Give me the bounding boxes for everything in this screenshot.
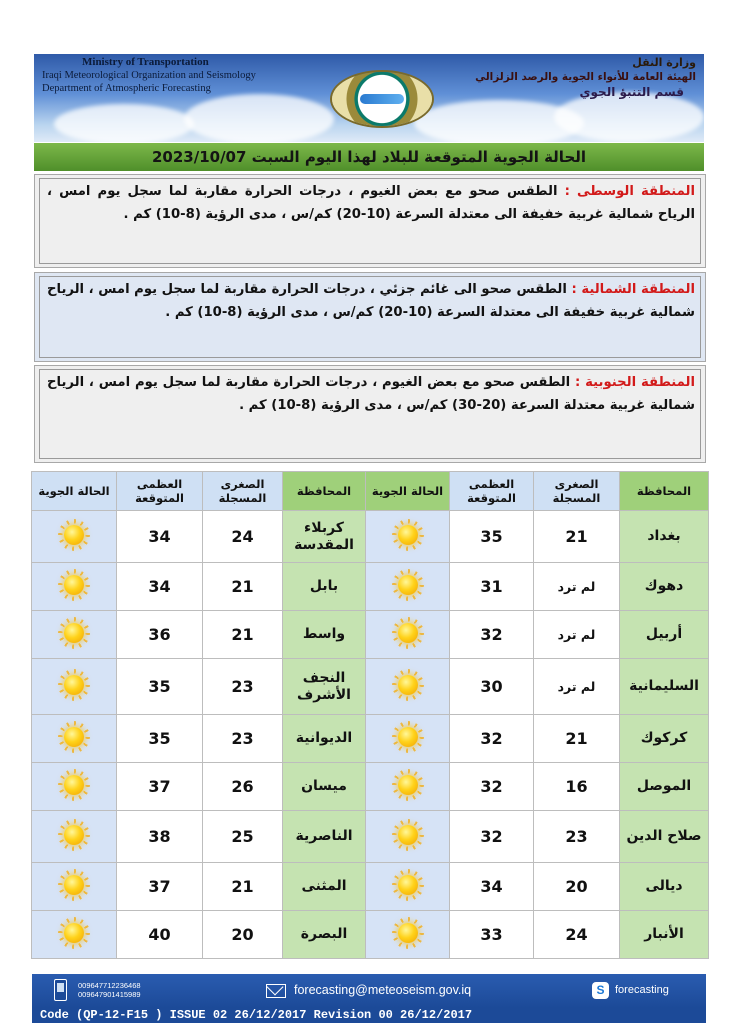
table-header-row <box>32 472 709 511</box>
weather-cell-left-group <box>366 659 450 715</box>
sun-icon <box>58 620 90 646</box>
weather-cell-left-group <box>366 563 450 611</box>
sun-icon <box>58 572 90 598</box>
mail-icon <box>266 984 286 998</box>
max-temp-cell: 36 <box>117 611 203 659</box>
weather-cell-left-group <box>366 811 450 863</box>
table-row <box>32 863 709 911</box>
governorate-cell: ديالى <box>620 863 709 911</box>
en-line-department: Department of Atmospheric Forecasting <box>42 83 211 94</box>
max-temp-cell: 40 <box>117 911 203 959</box>
min-temp-cell: 21 <box>203 863 283 911</box>
header-max: العظمى المتوقعة <box>450 472 534 511</box>
max-temp-cell: 31 <box>450 563 534 611</box>
min-temp-cell: 21 <box>203 563 283 611</box>
min-temp-cell: 21 <box>534 715 620 763</box>
en-line-ministry: Ministry of Transportation <box>82 56 209 68</box>
min-temp-cell: 21 <box>203 611 283 659</box>
max-temp-cell: 32 <box>450 715 534 763</box>
weather-cell-left-group <box>366 763 450 811</box>
governorate-cell: السليمانية <box>620 659 709 715</box>
min-temp-cell: 25 <box>203 811 283 863</box>
sun-icon <box>58 724 90 750</box>
governorate-cell: كربلاء المقدسة <box>283 511 366 563</box>
min-temp-cell: 21 <box>534 511 620 563</box>
table-row <box>32 911 709 959</box>
min-temp-cell: لم ترد <box>534 659 620 715</box>
sun-icon <box>392 620 424 646</box>
table-row <box>32 763 709 811</box>
weather-cell-right-group <box>32 863 117 911</box>
governorate-cell: المثنى <box>283 863 366 911</box>
phone-number: 009647901415989 <box>78 990 141 999</box>
min-temp-cell: لم ترد <box>534 611 620 659</box>
min-temp-cell: 24 <box>203 511 283 563</box>
governorate-cell: أربيل <box>620 611 709 659</box>
weather-cell-right-group <box>32 611 117 659</box>
region-label: المنطقة الوسطى : <box>564 184 695 199</box>
region-north-text <box>47 278 695 324</box>
header-max: العظمى المتوقعة <box>117 472 203 511</box>
governorate-cell: واسط <box>283 611 366 659</box>
weather-cell-right-group <box>32 911 117 959</box>
sun-icon <box>392 522 424 548</box>
region-central <box>34 174 706 268</box>
region-south-text <box>47 371 695 417</box>
governorate-cell: بابل <box>283 563 366 611</box>
max-temp-cell: 33 <box>450 911 534 959</box>
max-temp-cell: 34 <box>117 511 203 563</box>
email-link[interactable]: forecasting@meteoseism.gov.iq <box>294 983 472 997</box>
governorate-cell: صلاح الدين <box>620 811 709 863</box>
max-temp-cell: 35 <box>117 659 203 715</box>
phone-icon <box>54 979 67 1001</box>
weather-cell-right-group <box>32 811 117 863</box>
sun-icon <box>392 572 424 598</box>
max-temp-cell: 32 <box>450 811 534 863</box>
table-row <box>32 563 709 611</box>
max-temp-cell: 34 <box>117 563 203 611</box>
ar-line-department: قسم التنبؤ الجوي <box>579 85 684 99</box>
header-weather: الحالة الجوية <box>366 472 450 511</box>
header-governorate: المحافظة <box>283 472 366 511</box>
sun-icon <box>392 872 424 898</box>
max-temp-cell: 38 <box>117 811 203 863</box>
sun-icon <box>58 672 90 698</box>
sun-icon <box>392 822 424 848</box>
min-temp-cell: 23 <box>203 659 283 715</box>
sun-icon <box>392 772 424 798</box>
min-temp-cell: 26 <box>203 763 283 811</box>
phone-numbers <box>78 981 141 999</box>
max-temp-cell: 34 <box>450 863 534 911</box>
region-south <box>34 365 706 463</box>
title-bar <box>34 143 704 171</box>
max-temp-cell: 37 <box>117 763 203 811</box>
header-min: الصغرى المسجلة <box>534 472 620 511</box>
sun-icon <box>58 772 90 798</box>
weather-cell-right-group <box>32 763 117 811</box>
ar-line-organization: الهيئة العامة للأنواء الجوية والرصد الزلزالي <box>475 71 696 83</box>
governorate-cell: كركوك <box>620 715 709 763</box>
governorate-cell: بغداد <box>620 511 709 563</box>
phone-number: 009647712236468 <box>78 981 141 990</box>
weather-cell-right-group <box>32 659 117 715</box>
table-row <box>32 611 709 659</box>
region-north <box>34 272 706 362</box>
governorate-cell: البصرة <box>283 911 366 959</box>
table-row <box>32 715 709 763</box>
skype-handle: forecasting <box>615 984 669 996</box>
table-row <box>32 511 709 563</box>
region-label: المنطقة الجنوبية : <box>575 375 695 390</box>
governorate-cell: الموصل <box>620 763 709 811</box>
table-row <box>32 811 709 863</box>
weather-cell-right-group <box>32 511 117 563</box>
header-banner <box>34 54 704 142</box>
sun-icon <box>58 872 90 898</box>
sun-icon <box>58 822 90 848</box>
max-temp-cell: 37 <box>117 863 203 911</box>
min-temp-cell: 16 <box>534 763 620 811</box>
region-description: الطقس صحو مع بعض الغيوم ، درجات الحرارة مقاربة لما سجل يوم امس ، الرياح شمالية غربية خفيفة الى معتدلة السرعة (10-20) كم/س ، مدى الرؤية (8-10) كم . <box>47 184 695 222</box>
ar-line-ministry: وزارة النقل <box>632 56 696 69</box>
min-temp-cell: 20 <box>534 863 620 911</box>
forecast-table <box>31 471 709 959</box>
weather-cell-right-group <box>32 715 117 763</box>
sun-icon <box>392 672 424 698</box>
min-temp-cell: 23 <box>534 811 620 863</box>
weather-cell-left-group <box>366 911 450 959</box>
weather-cell-left-group <box>366 863 450 911</box>
max-temp-cell: 32 <box>450 763 534 811</box>
ministry-name-ar <box>466 56 696 100</box>
region-central-text <box>47 180 695 226</box>
skype-icon: S <box>592 982 609 999</box>
governorate-cell: ميسان <box>283 763 366 811</box>
min-temp-cell: 24 <box>534 911 620 959</box>
min-temp-cell: لم ترد <box>534 563 620 611</box>
sun-icon <box>392 724 424 750</box>
max-temp-cell: 35 <box>450 511 534 563</box>
region-description: الطقس صحو الى غائم جزئي ، درجات الحرارة مقاربة لما سجل يوم امس ، الرياح شمالية غربية خفيفة الى معتدلة السرعة (10-20) كم/س ، مدى الرؤية (8-10) كم . <box>46 282 695 320</box>
weather-cell-left-group <box>366 715 450 763</box>
weather-cell-right-group <box>32 563 117 611</box>
sun-icon <box>392 920 424 946</box>
ministry-name-en <box>42 56 292 95</box>
page-title: الحالة الجوية المتوقعة للبلاد لهذا اليوم السبت 2023/10/07 <box>151 148 587 166</box>
region-description: الطقس صحو مع بعض الغيوم ، درجات الحرارة مقاربة لما سجل يوم امس ، الرياح شمالية غربية معتدلة السرعة (20-30) كم/س ، مدى الرؤية (8-10) كم . <box>47 375 695 413</box>
sun-icon <box>58 920 90 946</box>
min-temp-cell: 23 <box>203 715 283 763</box>
en-line-organization: Iraqi Meteorological Organization and Seismology <box>42 70 256 81</box>
sun-icon <box>58 522 90 548</box>
organization-logo <box>332 72 432 126</box>
governorate-cell: الديوانية <box>283 715 366 763</box>
max-temp-cell: 30 <box>450 659 534 715</box>
document-code-bar: Code (QP-12-F15 ) ISSUE 02 26/12/2017 Revision 00 26/12/2017 <box>32 1007 706 1023</box>
max-temp-cell: 32 <box>450 611 534 659</box>
governorate-cell: دهوك <box>620 563 709 611</box>
weather-cell-left-group <box>366 611 450 659</box>
min-temp-cell: 20 <box>203 911 283 959</box>
footer-contact-bar <box>32 974 706 1008</box>
region-label: المنطقة الشمالية : <box>571 282 695 297</box>
max-temp-cell: 35 <box>117 715 203 763</box>
header-weather: الحالة الجوية <box>32 472 117 511</box>
governorate-cell: الأنبار <box>620 911 709 959</box>
weather-cell-left-group <box>366 511 450 563</box>
header-governorate: المحافظة <box>620 472 709 511</box>
header-min: الصغرى المسجلة <box>203 472 283 511</box>
governorate-cell: الناصرية <box>283 811 366 863</box>
table-row <box>32 659 709 715</box>
governorate-cell: النجف الأشرف <box>283 659 366 715</box>
